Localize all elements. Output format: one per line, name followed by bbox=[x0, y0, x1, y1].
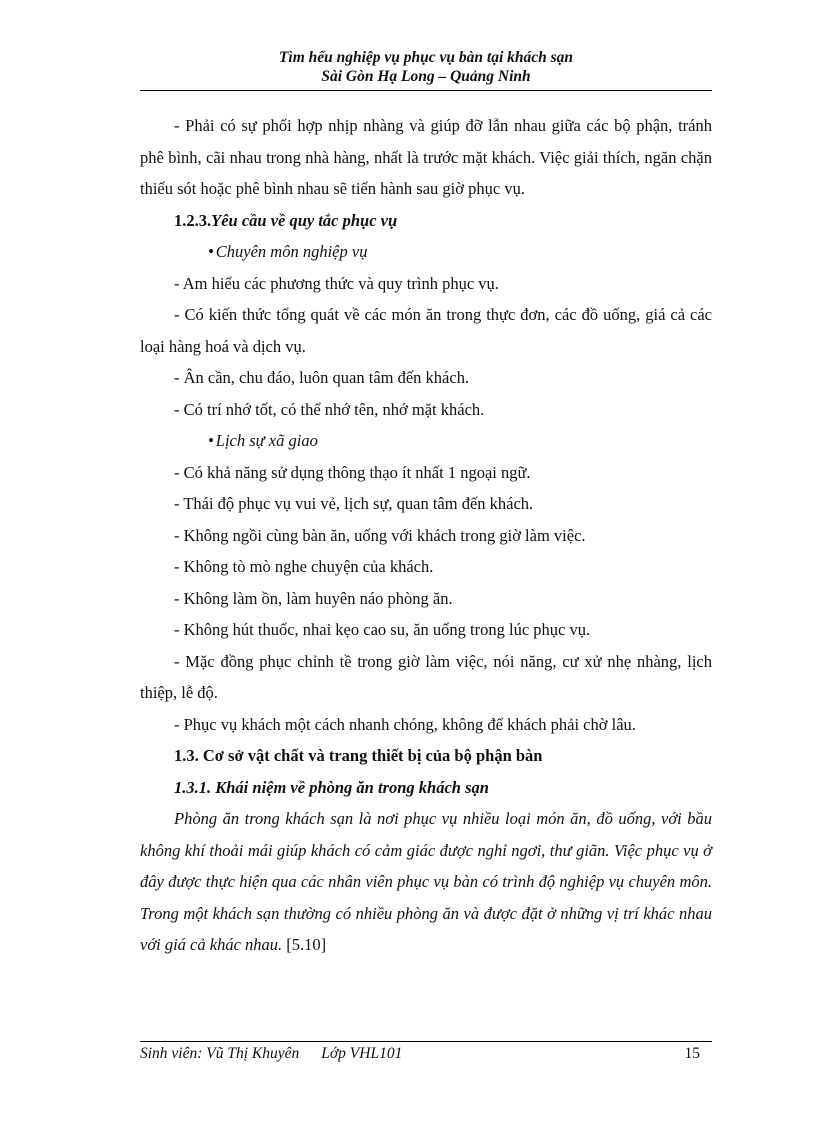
footer-student: Sinh viên: Vũ Thị Khuyên bbox=[140, 1045, 300, 1062]
list-item: - Có kiến thức tổng quát về các món ăn trong thực đơn, các đồ uống, giá cả các loại hàng hoá và dịch vụ. bbox=[140, 305, 712, 356]
header-title-line2: Sài Gòn Hạ Long – Quảng Ninh bbox=[321, 68, 531, 85]
bullet-icon: • bbox=[208, 242, 214, 261]
subheading-etiquette bbox=[140, 425, 712, 457]
paragraph-coordination: - Phải có sự phối hợp nhịp nhàng và giúp đỡ lẫn nhau giữa các bộ phận, tránh phê bình, cãi nhau trong nhà hàng, nhất là trước mặt khách. Việc giải thích, ngăn chặn thiếu sót hoặc phê bình nhau sẽ tiến hành sau giờ phục vụ. bbox=[140, 116, 712, 198]
paragraph-text: Phòng ăn trong khách sạn là nơi phục vụ nhiều loại món ăn, đồ uống, với bầu không khí thoải mái giúp khách có cảm giác được nghỉ ngơi, thư giãn. Việc phục vụ ở đây được thực hiện qua các nhân viên phục vụ bàn có trình độ nghiệp vụ chuyên môn. Trong một khách sạn thường có nhiều phòng ăn và được đặt ở những vị trí khác nhau với giá cả khác nhau. bbox=[140, 809, 712, 954]
page-content bbox=[140, 110, 712, 961]
list-item: - Có trí nhớ tốt, có thể nhớ tên, nhớ mặt khách. bbox=[174, 399, 485, 419]
footer-class: Lớp VHL101 bbox=[321, 1045, 403, 1062]
section-heading-1-3: 1.3. Cơ sở vật chất và trang thiết bị của bộ phận bàn bbox=[174, 746, 543, 765]
header-divider bbox=[140, 90, 712, 91]
list-item: - Không hút thuốc, nhai kẹo cao su, ăn uống trong lúc phục vụ. bbox=[174, 620, 591, 639]
header-title-line1: Tìm hểu nghiệp vụ phục vụ bàn tại khách sạn bbox=[278, 49, 574, 66]
page-footer bbox=[140, 1044, 712, 1064]
subheading-professional bbox=[140, 236, 712, 268]
list-item: - Phục vụ khách một cách nhanh chóng, không để khách phải chờ lâu. bbox=[174, 714, 636, 734]
list-item: - Mặc đồng phục chỉnh tề trong giờ làm việc, nói năng, cư xử nhẹ nhàng, lịch thiệp, lễ độ. bbox=[140, 651, 712, 702]
bullet-icon: • bbox=[208, 431, 214, 450]
list-item: - Am hiểu các phương thức và quy trình phục vụ. bbox=[174, 273, 499, 293]
list-item: - Ân cần, chu đáo, luôn quan tâm đến khách. bbox=[174, 368, 470, 387]
list-item: - Thái độ phục vụ vui vẻ, lịch sự, quan tâm đến khách. bbox=[174, 494, 534, 513]
section-heading-1-3-1: 1.3.1. Khái niệm về phòng ăn trong khách sạn bbox=[174, 777, 489, 797]
subheading-label: Lịch sự xã giao bbox=[215, 431, 318, 450]
page-number: 15 bbox=[684, 1045, 700, 1062]
footer-divider bbox=[140, 1041, 712, 1042]
list-item: - Có khả năng sử dụng thông thạo ít nhất 1 ngoại ngữ. bbox=[174, 462, 531, 482]
section-heading-1-2-3 bbox=[140, 205, 712, 237]
section-number: 1.2.3. bbox=[174, 210, 212, 230]
list-item: - Không làm ồn, làm huyên náo phòng ăn. bbox=[174, 588, 453, 608]
list-item: - Không tò mò nghe chuyện của khách. bbox=[174, 557, 434, 576]
citation: [5.10] bbox=[286, 935, 327, 954]
running-header bbox=[140, 48, 712, 86]
section-title: Yêu cầu về quy tắc phục vụ bbox=[211, 210, 398, 230]
list-item: - Không ngồi cùng bàn ăn, uống với khách trong giờ làm việc. bbox=[174, 525, 586, 545]
paragraph-dining-room bbox=[140, 803, 712, 961]
subheading-label: Chuyên môn nghiệp vụ bbox=[215, 242, 368, 261]
